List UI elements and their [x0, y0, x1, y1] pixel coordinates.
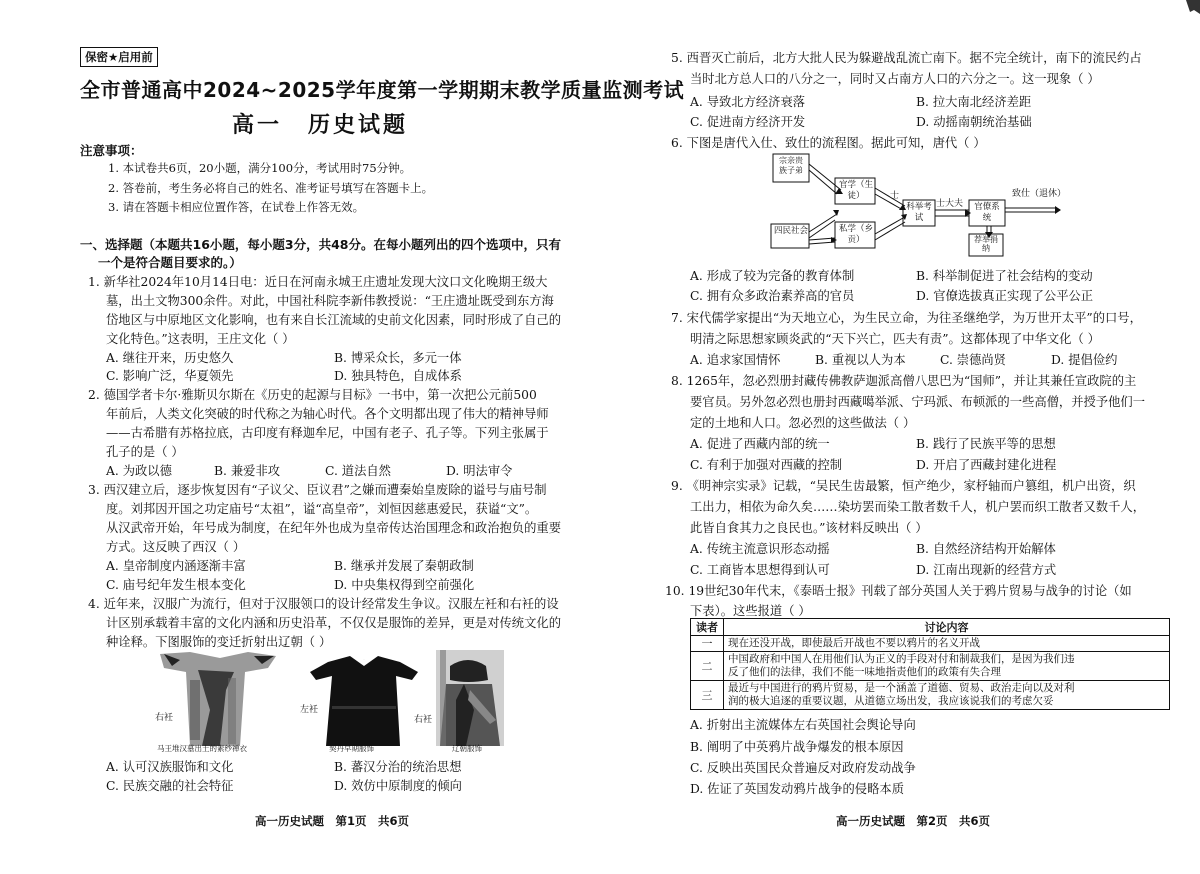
q1-option-c[interactable]: C. 影响广泛，华夏领先: [106, 369, 234, 383]
question-4-line: 4. 近年来，汉服广为流行，但对于汉服领口的设计经常发生争议。汉服左衽和右衽的设: [88, 597, 559, 611]
fig-caption-3: 辽朝服饰: [452, 744, 482, 753]
question-4-line: 种诠释。下图服饰的变迁折射出辽朝（ ）: [106, 635, 332, 649]
question-10-line: 10. 19世纪30年代末，《泰晤士报》刊载了部分英国人关于鸦片贸易与战争的讨论（如: [665, 584, 1132, 598]
q10-option-d[interactable]: D. 佐证了英国发动鸦片战争的侵略本质: [690, 782, 904, 796]
q2-option-b[interactable]: B. 兼爱非攻: [214, 464, 281, 478]
q9-option-a[interactable]: A. 传统主流意识形态动摇: [690, 542, 830, 556]
subject-title: [232, 108, 434, 139]
confidential-badge: 保密★启用前: [80, 47, 158, 67]
table-cell-line: 现在还没开战，即使最后开战也不要以鸦片的名义开战: [728, 637, 980, 649]
table-cell-reader: 一: [691, 636, 724, 652]
question-2-line: 2. 德国学者卡尔·雅斯贝尔斯在《历史的起源与目标》一书中，第一次把公元前500: [88, 388, 537, 402]
page-footer: 高一历史试题 第2页 共6页: [836, 814, 991, 828]
page-footer: 高一历史试题 第1页 共6页: [255, 814, 410, 828]
q7-option-b[interactable]: B. 重视以人为本: [815, 353, 906, 367]
question-7-line: 明清之际思想家顾炎武的“天下兴亡，匹夫有责”。这都体现了中华文化（ ）: [690, 332, 1100, 346]
q8-option-a[interactable]: A. 促进了西藏内部的统一: [690, 437, 830, 451]
question-10-line: 下表）。这些报道（ ）: [690, 604, 811, 618]
question-1-line: 岱地区与中原地区文化影响，也有来自长江流域的史前文化因素，同时形成了自己的: [106, 313, 561, 327]
fig-caption-2: 契丹早期服饰: [329, 744, 374, 753]
q4-option-d[interactable]: D. 效仿中原制度的倾向: [334, 779, 462, 793]
q8-option-c[interactable]: C. 有利于加强对西藏的控制: [690, 458, 843, 472]
note-item: 2. 答卷前，考生务必将自己的姓名、准考证号填写在答题卡上。: [108, 181, 434, 195]
table-header-reader: 读者: [691, 619, 724, 636]
table-row: [691, 652, 1170, 681]
flow-box-recommend-purchase: 荐举捐纳: [974, 235, 998, 253]
figure-silk-robe: [158, 650, 280, 746]
q1-option-b[interactable]: B. 博采众长，多元一体: [334, 351, 462, 365]
q5-option-a[interactable]: A. 导致北方经济衰落: [690, 95, 806, 109]
flow-label-scholar: 士: [890, 191, 900, 201]
table-cell-content: [724, 681, 1170, 710]
flow-box-noble-children: 宗亲贵族子弟: [779, 156, 803, 175]
scan-artifact-icon: [1180, 0, 1200, 20]
figure-liao-mural: [436, 650, 504, 746]
table-cell-line: 中国政府和中国人在用他们认为正义的手段对付和制裁我们，是因为我们违: [728, 653, 1075, 665]
question-4-line: 计区别承载着丰富的文化内涵和历史沿革，不仅仅是服饰的差异，更是对传统文化的: [106, 616, 561, 630]
flow-box-official-school: 官学（生徒）: [838, 180, 873, 201]
table-cell-content: [724, 652, 1170, 681]
question-9-line: 工出力，相依为命久矣……染坊罢而染工散者数千人，机户罢而织工散者又数千人，: [690, 500, 1145, 514]
question-3-line: 3. 西汉建立后，逐步恢复因有“子议父、臣议君”之嫌而遭秦始皇废除的谥号与庙号制: [88, 483, 547, 497]
question-3-line: 方式。这反映了西汉（ ）: [106, 540, 246, 554]
q8-option-d[interactable]: D. 开启了西藏封建化进程: [916, 458, 1057, 472]
question-6-line: 6. 下图是唐代入仕、致仕的流程图。据此可知，唐代（ ）: [671, 136, 986, 150]
flow-box-private-school: 私学（乡贡）: [838, 224, 873, 245]
q4-option-c[interactable]: C. 民族交融的社会特征: [106, 779, 234, 793]
q6-option-c[interactable]: C. 拥有众多政治素养高的官员: [690, 289, 855, 303]
q10-option-c[interactable]: C. 反映出英国民众普遍反对政府发动战争: [690, 761, 916, 775]
q9-option-b[interactable]: B. 自然经济结构开始解体: [916, 542, 1056, 556]
figure-khitan-robe: [310, 654, 418, 746]
q6-option-d[interactable]: D. 官僚选拔真正实现了公平公正: [916, 289, 1094, 303]
question-5-line: 当时北方总人口的八分之一，同时又占南方人口的六分之一。这一现象（ ）: [690, 72, 1100, 86]
question-8-line: 定的土地和人口。忽必烈的这些做法（ ）: [690, 416, 916, 430]
q7-option-a[interactable]: A. 追求家国情怀: [690, 353, 781, 367]
table-cell-content: [724, 636, 1170, 652]
table-cell-reader: 二: [691, 652, 724, 681]
q10-option-b[interactable]: B. 阐明了中英鸦片战争爆发的根本原因: [690, 740, 904, 754]
q7-option-c[interactable]: C. 崇德尚贤: [940, 353, 1006, 367]
question-8-line: 8. 1265年，忽必烈册封藏传佛教萨迦派高僧八思巴为“国师”，并让其兼任宣政院的主: [671, 374, 1137, 388]
question-7-line: 7. 宋代儒学家提出“为天地立心，为生民立命，为往圣继绝学，为万世开太平”的口号，: [671, 311, 1142, 325]
question-2-line: ——古希腊有苏格拉底，古印度有释迦牟尼，中国有老子、孔子等。下列主张属于: [106, 426, 549, 440]
note-item: 3. 请在答题卡相应位置作答，在试卷上作答无效。: [108, 200, 365, 214]
q1-option-a[interactable]: A. 继往开来，历史悠久: [106, 351, 234, 365]
fig-label-right-lapel: 右衽: [155, 713, 174, 723]
fig-label-right-lapel: 右衽: [414, 715, 433, 725]
clothing-figures: [150, 650, 575, 756]
flow-box-four-classes: 四民社会: [774, 226, 809, 236]
q5-option-c[interactable]: C. 促进南方经济开发: [690, 115, 806, 129]
notes-title: 注意事项：: [80, 143, 143, 158]
table-header-row: [691, 619, 1170, 636]
fig-caption-1: 马王堆汉墓出土的素纱禅衣: [157, 744, 247, 753]
q3-option-a[interactable]: A. 皇帝制度内涵逐渐丰富: [106, 559, 246, 573]
question-5-line: 5. 西晋灭亡前后，北方大批人民为躲避战乱流亡南下。据不完全统计，南下的流民约占: [671, 51, 1142, 65]
flow-box-imperial-exam: 科举考试: [906, 202, 932, 223]
question-9-line: 此皆自食其力之良民也。”该材料反映出（ ）: [690, 521, 928, 535]
subject-name: 历史试题: [308, 113, 409, 138]
q1-option-d[interactable]: D. 独具特色，自成体系: [334, 369, 462, 383]
question-2-line: 年前后，人类文化突破的时代称之为轴心时代。各个文明都出现了伟大的精神导师: [106, 407, 549, 421]
q3-option-b[interactable]: B. 继承并发展了秦朝政制: [334, 559, 474, 573]
note-item: 1. 本试卷共6页，20小题，满分100分，考试用时75分钟。: [108, 161, 412, 175]
section-heading: 一个是符合题目要求的。）: [98, 255, 242, 270]
q8-option-b[interactable]: B. 践行了民族平等的思想: [916, 437, 1056, 451]
q9-option-c[interactable]: C. 工商皆本思想得到认可: [690, 563, 830, 577]
table-row: [691, 636, 1170, 652]
question-3-line: 度。刘邦因开国之功定庙号“太祖”，谥“高皇帝”，刘恒因慈惠爱民，获谥“文”。: [106, 502, 538, 516]
question-1-line: 墓，出土文物300余件。对此，中国社科院李新伟教授说：“王庄遗址既受到东方海: [106, 294, 554, 308]
q3-option-d[interactable]: D. 中央集权得到空前强化: [334, 578, 475, 592]
q6-option-b[interactable]: B. 科举制促进了社会结构的变动: [916, 269, 1093, 283]
q9-option-d[interactable]: D. 江南出现新的经营方式: [916, 563, 1057, 577]
q2-option-a[interactable]: A. 为政以德: [106, 464, 172, 478]
table-cell-reader: 三: [691, 681, 724, 710]
question-2-line: 孔子的是（ ）: [106, 445, 184, 459]
q5-option-d[interactable]: D. 动摇南朝统治基础: [916, 115, 1032, 129]
flow-label-scholar-official: 士大夫: [936, 199, 964, 209]
flow-box-bureaucracy: 官僚系统: [974, 202, 1000, 223]
table-header-content: 讨论内容: [724, 619, 1170, 636]
q5-option-b[interactable]: B. 拉大南北经济差距: [916, 95, 1032, 109]
q6-option-a[interactable]: A. 形成了较为完备的教育体制: [690, 269, 855, 283]
fig-label-left-lapel: 左衽: [300, 705, 319, 715]
q7-option-d[interactable]: D. 提倡俭约: [1051, 353, 1118, 367]
question-3-line: 从汉武帝开始，年号成为制度，在纪年外也成为皇帝传达治国理念和政治抱负的重要: [106, 521, 561, 535]
question-1-line: 文化特色。”这表明，王庄文化（ ）: [106, 332, 295, 346]
question-1-line: 1. 新华社2024年10月14日电：近日在河南永城王庄遗址发现大汶口文化晚期王级大: [88, 275, 548, 289]
q3-option-c[interactable]: C. 庙号纪年发生根本变化: [106, 578, 246, 592]
q2-option-c[interactable]: C. 道法自然: [325, 464, 391, 478]
q4-option-a[interactable]: A. 认可汉族服饰和文化: [106, 760, 234, 774]
q2-option-d[interactable]: D. 明法审令: [446, 464, 513, 478]
q10-option-a[interactable]: A. 折射出主流媒体左右英国社会舆论导向: [690, 718, 916, 732]
table-row: [691, 681, 1170, 710]
table-cell-line: 润的极大追逐的重要议题，从道德立场出发，我应该说我们的考虑欠妥: [728, 695, 1054, 707]
table-cell-line: 最近与中国进行的鸦片贸易，是一个涵盖了道德、贸易、政治走向以及对利: [728, 682, 1075, 694]
question-9-line: 9. 《明神宗实录》记载，“吴民生齿最繁，恒产绝少，家杼轴而户篡组，机户出资，织: [671, 479, 1136, 493]
table-cell-line: 反了他们的法律，我们不能一味地指责他们的政策有失合理: [728, 666, 1001, 678]
q4-option-b[interactable]: B. 蕃汉分治的统治思想: [334, 760, 462, 774]
question-8-line: 要官员。另外忽必烈也册封西藏噶举派、宁玛派、布顿派的一些高僧，并授予他们一: [690, 395, 1145, 409]
exam-title: 全市普通高中2024~2025学年度第一学期期末教学质量监测考试: [80, 78, 685, 102]
subject-grade: 高一: [232, 113, 283, 138]
discussion-table: [690, 618, 1170, 710]
section-heading: 一、选择题（本题共16小题，每小题3分，共48分。在每小题列出的四个选项中，只有: [80, 237, 561, 252]
flow-label-retirement: 致仕（退休）: [1012, 189, 1067, 199]
